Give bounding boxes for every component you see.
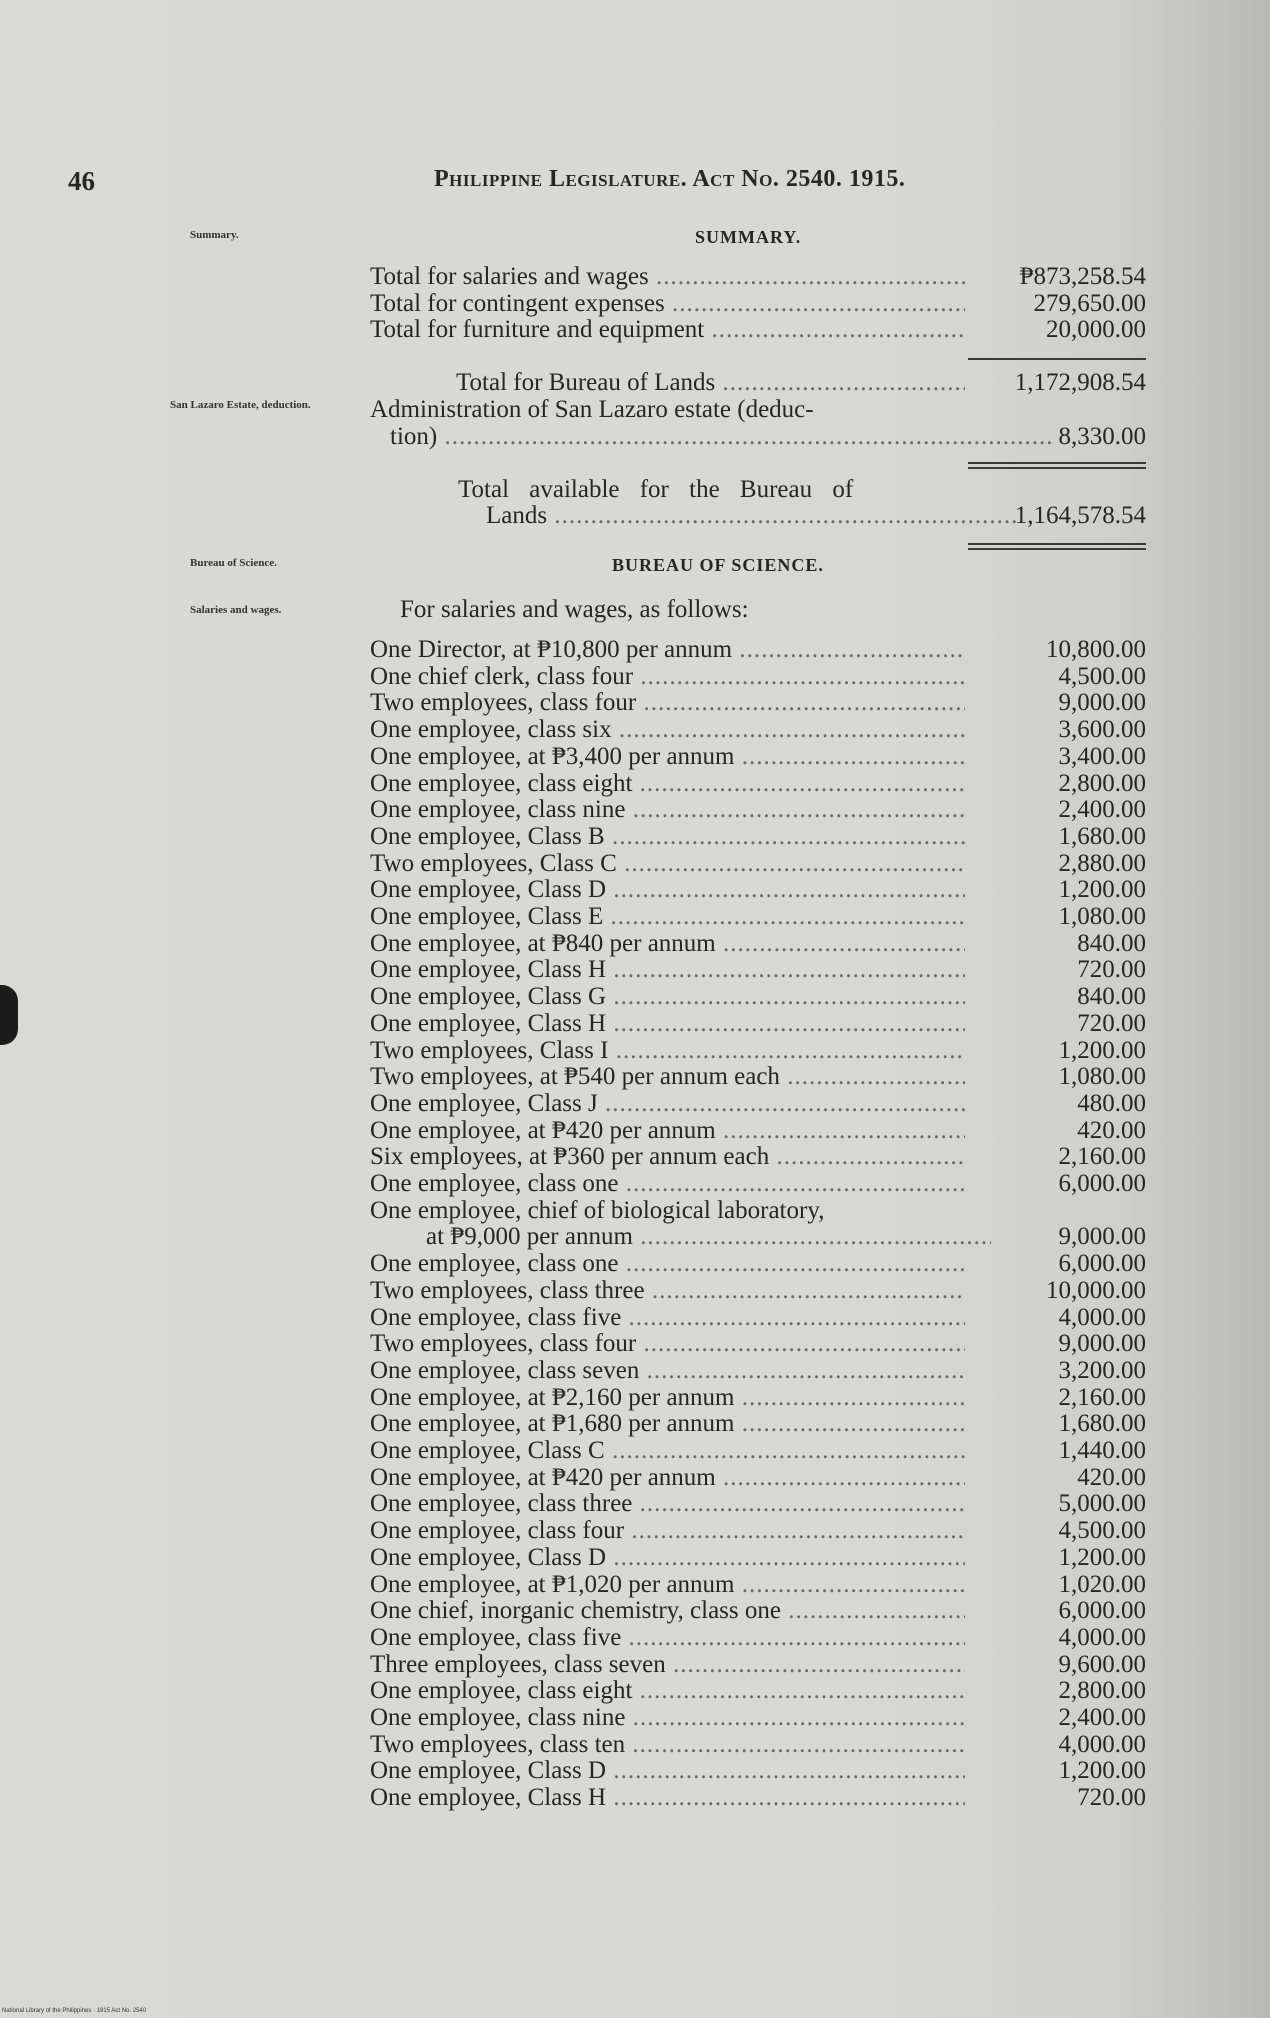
salary-amount: 1,200.00 (1058, 1036, 1146, 1064)
summary-row-total-lands (370, 370, 1146, 397)
salary-amount: 1,200.00 (1058, 876, 1146, 904)
salary-label: One employee, class eight ..... (370, 771, 965, 798)
salary-amount: 2,880.00 (1058, 849, 1146, 877)
salary-row (370, 637, 1146, 664)
page-number: 46 (68, 166, 95, 196)
salary-row (370, 1038, 1146, 1065)
margin-note-bureau-science: Bureau of Science. (190, 557, 277, 569)
salary-row (370, 1732, 1146, 1759)
salary-amount: 2,160.00 (1058, 1143, 1146, 1171)
salary-row (370, 1545, 1146, 1572)
footer-imprint: National Library of the Philippines · 1915 Act No. 2540 (2, 2008, 147, 2014)
salary-row (370, 744, 1146, 771)
deduction-line: Administration of San Lazaro estate (deduc- (370, 396, 814, 423)
salary-label: One employee, Class D ..... (370, 877, 965, 904)
salary-label: One employee, at ₱1,680 per annum ..... (370, 1411, 965, 1438)
salary-row (370, 1278, 1146, 1305)
salary-row (370, 1678, 1146, 1705)
salary-label: One employee, class seven ..... (370, 1358, 965, 1385)
summary-row-contingent (370, 291, 1146, 318)
salary-row (370, 1758, 1146, 1785)
summary-label: Total for Bureau of Lands ..... (456, 370, 965, 397)
salary-amount: 3,400.00 (1058, 742, 1146, 770)
salary-label: One employee, Class H ..... (370, 957, 965, 984)
salary-label: Two employees, at ₱540 per annum each ..... (370, 1064, 965, 1091)
salary-amount: 720.00 (1077, 1009, 1146, 1037)
salary-label: Two employees, class ten ..... (370, 1732, 965, 1759)
salary-amount: 1,200.00 (1058, 1757, 1146, 1785)
salary-row (370, 1011, 1146, 1038)
salary-amount: 10,800.00 (1046, 636, 1146, 663)
salary-row (370, 1652, 1146, 1679)
salary-row (370, 904, 1146, 931)
salary-amount: 1,680.00 (1058, 1410, 1146, 1438)
salary-amount: 3,600.00 (1058, 716, 1146, 744)
salary-label: One employee, Class B ..... (370, 824, 965, 851)
salary-amount: 720.00 (1077, 956, 1146, 984)
salary-label: One employee, Class D ..... (370, 1545, 965, 1572)
salary-amount: 840.00 (1077, 929, 1146, 957)
salary-row (370, 664, 1146, 691)
salary-label: One employee, Class E ..... (370, 904, 965, 931)
running-head: Philippine Legislature. Act No. 2540. 1915. (434, 166, 906, 192)
salary-amount: 5,000.00 (1058, 1490, 1146, 1518)
salary-amount: 2,400.00 (1058, 1704, 1146, 1731)
salary-row (370, 1518, 1146, 1545)
salary-amount: 2,400.00 (1058, 796, 1146, 824)
salary-amount: 4,500.00 (1058, 662, 1146, 690)
salary-row (370, 1411, 1146, 1438)
salary-amount: 6,000.00 (1058, 1250, 1146, 1278)
salary-label: One employee, at ₱1,020 per annum ..... (370, 1572, 965, 1599)
salary-row (370, 1358, 1146, 1385)
salary-row (370, 1598, 1146, 1625)
summary-label: Total for furniture and equipment ..... (370, 317, 965, 344)
margin-note-san-lazaro: San Lazaro Estate, deduction. (170, 399, 311, 411)
salary-label: One employee, at ₱3,400 per annum ..... (370, 744, 965, 771)
salary-label: One employee, class nine ..... (370, 797, 965, 824)
salary-amount: 1,440.00 (1058, 1437, 1146, 1464)
subtotal-rule (968, 358, 1146, 360)
salary-row (370, 1385, 1146, 1412)
ink-stain (0, 985, 18, 1045)
summary-amount: 279,650.00 (1033, 290, 1146, 317)
salary-amount: 2,800.00 (1058, 769, 1146, 797)
salary-row (370, 690, 1146, 717)
summary-label: Total for contingent expenses ..... (370, 291, 965, 318)
salary-row (370, 1091, 1146, 1118)
salary-amount: 9,000.00 (1058, 1330, 1146, 1358)
salary-label: Two employees, class four ..... (370, 690, 965, 717)
salary-label: One employee, Class C ..... (370, 1438, 965, 1465)
salary-row (370, 1305, 1146, 1332)
salary-label: One chief, inorganic chemistry, class one ..... (370, 1598, 965, 1625)
salary-row (370, 1491, 1146, 1518)
salary-row (370, 957, 1146, 984)
salary-amount: 3,200.00 (1058, 1356, 1146, 1384)
science-heading: BUREAU OF SCIENCE. (612, 555, 824, 575)
salary-row (370, 771, 1146, 798)
salary-amount: 480.00 (1077, 1089, 1146, 1117)
salary-label: One employee, Class J ..... (370, 1091, 965, 1118)
salary-row (370, 1465, 1146, 1492)
salary-label: One employee, at ₱420 per annum ..... (370, 1118, 965, 1145)
salary-label: One employee, class nine ..... (370, 1705, 965, 1732)
salary-row (370, 1118, 1146, 1145)
science-intro: For salaries and wages, as follows: (400, 596, 749, 623)
salary-amount: 4,000.00 (1058, 1730, 1146, 1758)
salary-label: One employee, Class D ..... (370, 1758, 965, 1785)
salary-label: One employee, class five ..... (370, 1305, 965, 1332)
salary-amount: 9,600.00 (1058, 1650, 1146, 1678)
salary-label: Two employees, Class I ..... (370, 1038, 965, 1065)
wrapped-entry-line: One employee, chief of biological laboratory, (370, 1196, 825, 1224)
salary-row (370, 877, 1146, 904)
salary-row (370, 851, 1146, 878)
salary-amount: 1,680.00 (1058, 822, 1146, 850)
salary-amount: 420.00 (1077, 1463, 1146, 1491)
salary-label: One employee, class four ..... (370, 1518, 965, 1545)
salary-row (370, 1251, 1146, 1278)
salary-label: One chief clerk, class four ..... (370, 664, 965, 691)
salary-amount: 10,000.00 (1046, 1276, 1146, 1304)
salary-label: One Director, at ₱10,800 per annum ..... (370, 637, 965, 664)
salary-row (370, 1705, 1146, 1732)
salary-row (340, 1224, 1146, 1251)
salary-label: at ₱9,000 per annum ..... (426, 1224, 991, 1251)
salary-row (370, 824, 1146, 851)
salary-amount: 420.00 (1077, 1116, 1146, 1144)
salary-row (370, 797, 1146, 824)
summary-label: tion) ..... (390, 424, 1051, 451)
summary-amount: 8,330.00 (1058, 423, 1146, 450)
salary-label: One employee, class one ..... (370, 1251, 965, 1278)
salary-amount: 9,000.00 (1058, 689, 1146, 717)
salary-label: One employee, Class H ..... (370, 1785, 965, 1812)
summary-label: Total for salaries and wages ..... (370, 264, 965, 291)
summary-amount: 20,000.00 (1046, 316, 1146, 343)
salary-label: One employee, class five ..... (370, 1625, 965, 1652)
salary-label: One employee, Class H ..... (370, 1011, 965, 1038)
double-rule (968, 543, 1146, 550)
summary-amount: 1,172,908.54 (1014, 369, 1146, 396)
salary-label: One employee, at ₱840 per annum ..... (370, 931, 965, 958)
salary-row (370, 1572, 1146, 1599)
salary-label: One employee, class six ..... (370, 717, 965, 744)
salary-amount: 6,000.00 (1058, 1170, 1146, 1197)
salary-amount: 6,000.00 (1058, 1597, 1146, 1625)
margin-note-salaries: Salaries and wages. (190, 604, 282, 616)
salary-row (370, 1171, 1146, 1198)
summary-amount: 1,164,578.54 (1014, 502, 1146, 529)
margin-note-summary: Summary. (190, 229, 239, 241)
salary-amount: 1,080.00 (1058, 1063, 1146, 1091)
salary-label: One employee, at ₱420 per annum ..... (370, 1465, 965, 1492)
salary-label: Two employees, class three ..... (370, 1278, 965, 1305)
summary-row-furniture (370, 317, 1146, 344)
summary-heading: SUMMARY. (695, 227, 802, 247)
available-line: Total available for the Bureau of (458, 476, 854, 503)
salary-amount: 9,000.00 (1058, 1223, 1146, 1251)
salary-row (370, 717, 1146, 744)
salary-label: Two employees, Class C ..... (370, 851, 965, 878)
summary-label: Lands ..... (486, 503, 1021, 530)
salary-row (370, 931, 1146, 958)
summary-amount: ₱873,258.54 (1019, 263, 1146, 290)
salary-label: One employee, Class G ..... (370, 984, 965, 1011)
summary-row-available (400, 503, 1146, 530)
salary-amount: 2,800.00 (1058, 1677, 1146, 1705)
salary-amount: 4,500.00 (1058, 1517, 1146, 1545)
salary-row (370, 1064, 1146, 1091)
salary-amount: 1,080.00 (1058, 903, 1146, 930)
salary-label: One employee, class eight ..... (370, 1678, 965, 1705)
salary-amount: 2,160.00 (1058, 1383, 1146, 1411)
salary-amount: 4,000.00 (1058, 1303, 1146, 1331)
double-rule (968, 462, 1146, 469)
salary-label: Six employees, at ₱360 per annum each ..... (370, 1144, 965, 1171)
salary-row (370, 1144, 1146, 1171)
summary-row-salaries (370, 264, 1146, 291)
salary-label: One employee, class one ..... (370, 1171, 965, 1198)
salary-label: One employee, class three ..... (370, 1491, 965, 1518)
salary-amount: 1,020.00 (1058, 1570, 1146, 1598)
salary-label: One employee, at ₱2,160 per annum ..... (370, 1385, 965, 1412)
salary-row (370, 1625, 1146, 1652)
salary-row (370, 1331, 1146, 1358)
salary-row (370, 1785, 1146, 1812)
salary-amount: 4,000.00 (1058, 1623, 1146, 1651)
salary-amount: 840.00 (1077, 983, 1146, 1011)
salary-row (370, 1438, 1146, 1465)
salary-amount: 720.00 (1077, 1784, 1146, 1812)
summary-row-deduction (304, 424, 1146, 451)
salary-amount: 1,200.00 (1058, 1543, 1146, 1571)
salary-row (370, 984, 1146, 1011)
salary-label: Three employees, class seven ..... (370, 1652, 965, 1679)
salary-label: Two employees, class four ..... (370, 1331, 965, 1358)
